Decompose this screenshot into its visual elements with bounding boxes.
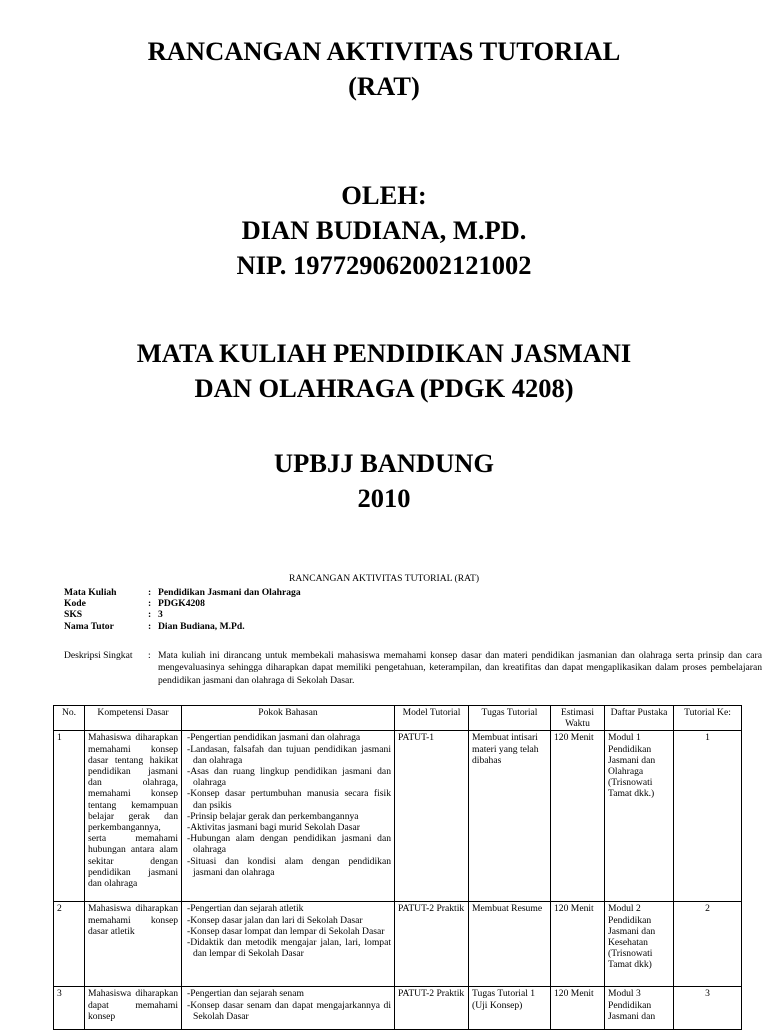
table-row xyxy=(54,902,742,987)
pokok-item: -Asas dan ruang lingkup pendidikan jasmani dan olahraga xyxy=(187,766,391,789)
info-label: Nama Tutor xyxy=(64,620,114,632)
cell-tugas: Tugas Tutorial 1 (Uji Konsep) xyxy=(469,987,551,1030)
header-no: No. xyxy=(54,706,85,731)
cell-pustaka: Modul 2 Pendidikan Jasmani dan Kesehatan (Trisnowati Tamat dkk) xyxy=(605,902,674,987)
cell-tutorial: 2 xyxy=(674,902,742,987)
cell-estimasi: 120 Menit xyxy=(551,731,605,902)
cell-tugas: Membuat Resume xyxy=(469,902,551,987)
info-value: 3 xyxy=(158,609,163,621)
rat-heading: RANCANGAN AKTIVITAS TUTORIAL (RAT) xyxy=(288,573,480,584)
header-pokok: Pokok Bahasan xyxy=(182,706,395,731)
course-info xyxy=(64,587,301,632)
cell-no: 1 xyxy=(54,731,85,902)
header-estimasi: Estimasi Waktu xyxy=(551,706,605,731)
cover-course xyxy=(0,336,768,406)
description-label: Deskripsi Singkat xyxy=(64,650,133,661)
pokok-item: -Hubungan alam dengan pendidikan jasmani dan olahraga xyxy=(187,833,391,856)
cell-estimasi: 120 Menit xyxy=(551,987,605,1030)
cover-course-line-1: MATA KULIAH PENDIDIKAN JASMANI xyxy=(136,338,632,368)
cell-pokok xyxy=(182,902,395,987)
cover-nip: NIP. 197729062002121002 xyxy=(236,250,532,280)
cover-title-line-1: RANCANGAN AKTIVITAS TUTORIAL xyxy=(147,36,621,66)
info-value: PDGK4208 xyxy=(158,598,205,610)
cell-pustaka: Modul 3 Pendidikan Jasmani dan xyxy=(605,987,674,1030)
cell-tutorial: 1 xyxy=(674,731,742,902)
header-tugas: Tugas Tutorial xyxy=(469,706,551,731)
cell-kompetensi: Mahasiswa diharapkan memahami konsep dasar tentang hakikat pendidikan jasmani dan olahraga, memahami konsep tentang kemampuan belajar gerak dan perkembangannya, serta memahami hubungan antara alam sekitar dengan pendidikan jasmani dan olahraga xyxy=(85,731,182,902)
info-label: SKS xyxy=(64,609,83,621)
pokok-item: -Didaktik dan metodik mengajar jalan, lari, lompat dan lempar di Sekolah Dasar xyxy=(187,937,391,960)
pokok-item: -Konsep dasar senam dan dapat mengajarkannya di Sekolah Dasar xyxy=(187,999,391,1022)
header-pustaka: Daftar Pustaka xyxy=(605,706,674,731)
header-kompetensi: Kompetensi Dasar xyxy=(85,706,182,731)
short-description: Deskripsi Singkat : Mata kuliah ini dirancang untuk membekali mahasiswa memahami konsep dasar dan materi pendidikan jasmanian dan olahraga serta prinsip dan cara mengevaluasinya sehingga diharapkan dapat memiliki pengetahuan, keterampilan, dan kreatifitas dan dapat mengaplikasikan dalam proses pembelajaran pendidikan jasmani dan olahraga di Sekolah Dasar. xyxy=(64,650,762,686)
info-label: Kode xyxy=(64,598,86,610)
cell-kompetensi: Mahasiswa diharapkan dapat memahami konsep xyxy=(85,987,182,1030)
description-text: Mata kuliah ini dirancang untuk membekali mahasiswa memahami konsep dasar dan materi pendidikan jasmanian dan olahraga serta prinsip dan cara mengevaluasinya sehingga diharapkan dapat memiliki pengetahuan, keterampilan, dan kreatifitas dan dapat mengaplikasikan dalam proses pembelajaran pendidikan jasmani dan olahraga di Sekolah Dasar. xyxy=(158,650,762,686)
cover-title-line-2: (RAT) xyxy=(348,71,420,101)
cover-unit: UPBJJ BANDUNG xyxy=(273,448,495,478)
pokok-item: -Pengertian pendidikan jasmani dan olahraga xyxy=(187,732,361,744)
info-row-code: Kode : PDGK4208 xyxy=(64,598,205,610)
pokok-item: -Aktivitas jasmani bagi murid Sekolah Dasar xyxy=(187,822,360,834)
pokok-item: -Landasan, falsafah dan tujuan pendidikan jasmani dan olahraga xyxy=(187,743,391,766)
pokok-item: -Konsep dasar lompat dan lempar di Sekolah Dasar xyxy=(187,925,385,937)
info-label: Mata Kuliah xyxy=(64,587,117,598)
cover-by-label: OLEH: xyxy=(341,180,427,210)
info-row-tutor: Nama Tutor : Dian Budiana, M.Pd. xyxy=(64,620,245,632)
cell-pokok xyxy=(182,987,395,1030)
cover-year: 2010 xyxy=(357,483,411,513)
pokok-item: -Pengertian dan sejarah senam xyxy=(187,988,304,1000)
cell-no: 3 xyxy=(54,987,85,1030)
table-row xyxy=(54,987,742,1030)
cell-model: PATUT-2 Praktik xyxy=(395,902,469,987)
cell-model: PATUT-1 xyxy=(395,731,469,902)
cell-model: PATUT-2 Praktik xyxy=(395,987,469,1030)
info-row-course: Mata Kuliah : Pendidikan Jasmani dan Olahraga xyxy=(64,587,301,598)
cell-pustaka: Modul 1 Pendidikan Jasmani dan Olahraga (Trisnowati Tamat dkk.) xyxy=(605,731,674,902)
header-model: Model Tutorial xyxy=(395,706,469,731)
pokok-item: -Prinsip belajar gerak dan perkembangannya xyxy=(187,810,359,822)
info-value: Pendidikan Jasmani dan Olahraga xyxy=(158,587,301,598)
pokok-item: -Situasi dan kondisi alam dengan pendidikan jasmani dan olahraga xyxy=(187,855,391,878)
cell-tugas: Membuat intisari materi yang telah dibahas xyxy=(469,731,551,902)
cover-author-name: DIAN BUDIANA, M.PD. xyxy=(241,215,527,245)
table-row xyxy=(54,731,742,902)
cell-tutorial: 3 xyxy=(674,987,742,1030)
header-tutorial: Tutorial Ke: xyxy=(674,706,742,731)
cell-estimasi: 120 Menit xyxy=(551,902,605,987)
pokok-item: -Konsep dasar pertumbuhan manusia secara fisik dan psikis xyxy=(187,788,391,811)
pokok-item: -Konsep dasar jalan dan lari di Sekolah Dasar xyxy=(187,914,363,926)
table-header-row xyxy=(54,706,742,731)
cell-no: 2 xyxy=(54,902,85,987)
cover-author-block xyxy=(0,178,768,283)
rat-table xyxy=(53,705,742,1030)
cell-pokok xyxy=(182,731,395,902)
cell-kompetensi: Mahasiswa diharapkan memahami konsep dasar atletik xyxy=(85,902,182,987)
cover-unit-block xyxy=(0,446,768,516)
cover-course-line-2: DAN OLAHRAGA (PDGK 4208) xyxy=(194,373,574,403)
cover-title xyxy=(0,34,768,104)
info-row-sks: SKS : 3 xyxy=(64,609,163,621)
pokok-item: -Pengertian dan sejarah atletik xyxy=(187,903,304,915)
info-value: Dian Budiana, M.Pd. xyxy=(158,620,245,632)
